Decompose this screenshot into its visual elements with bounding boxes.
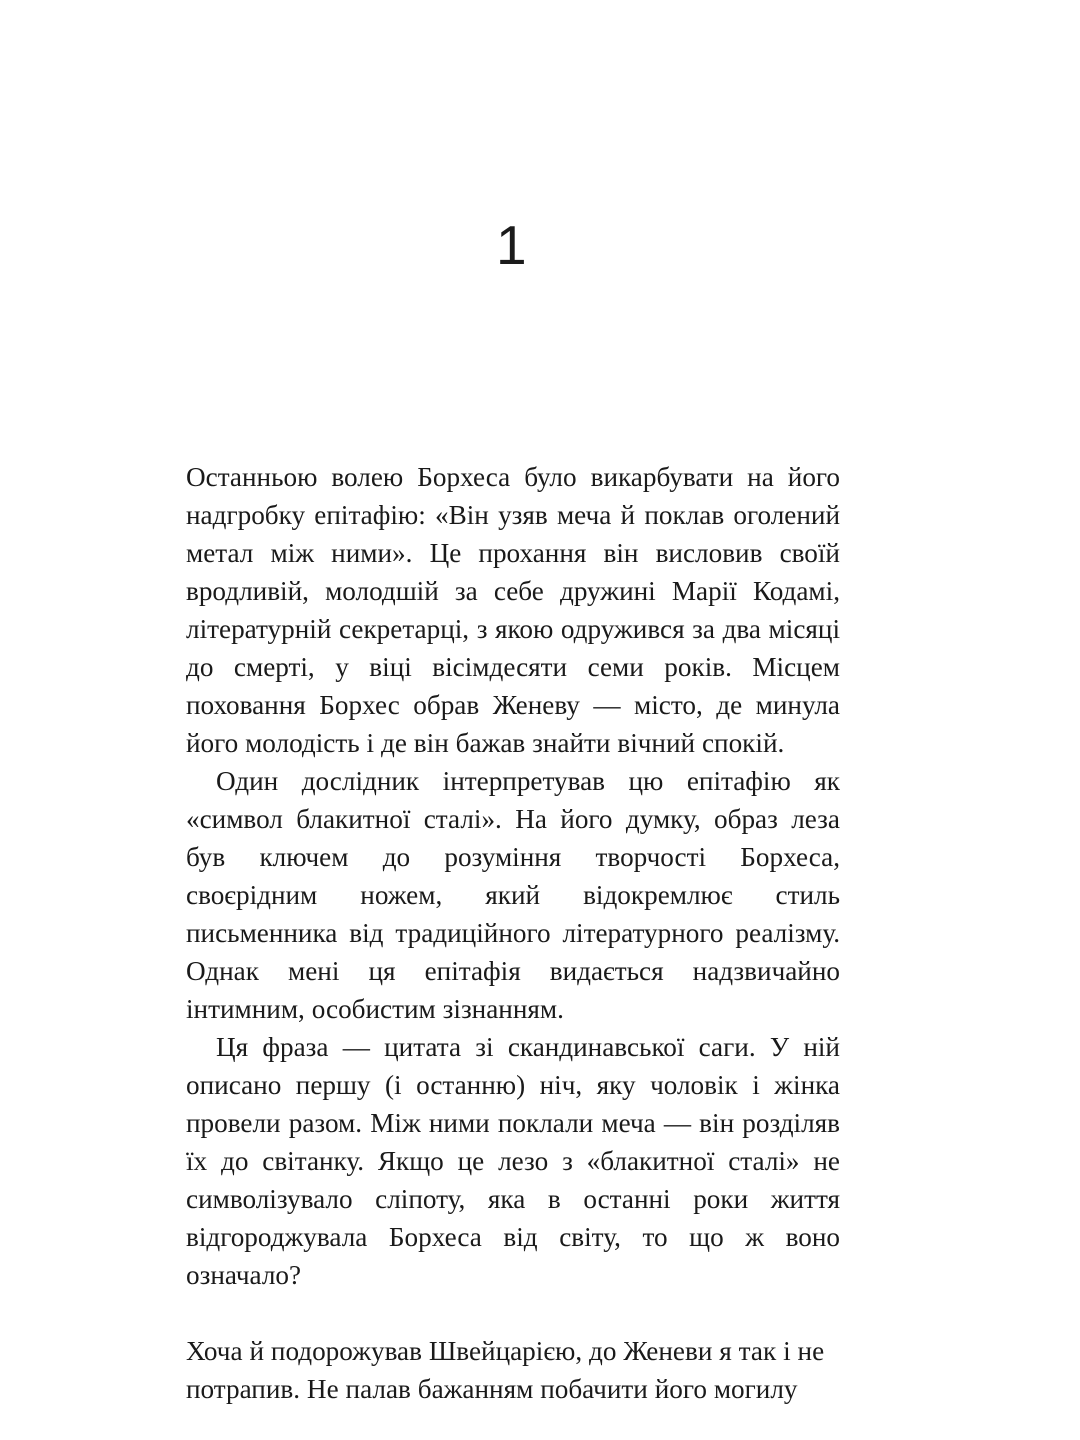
body-text-column <box>186 458 840 1408</box>
paragraph: Хоча й подорожував Швейцарією, до Женеви я так і не потрапив. Не палав бажанням побачити його могилу <box>186 1336 825 1404</box>
paragraph: Ця фраза — цитата зі скандинавської саги. У ній описано першу (і останню) ніч, яку чоловік і жінка провели разом. Між ними поклали меча — він розділяв їх до світанку. Якщо це лезо з «блакитної сталі» не символізувало сліпоту, яка в останні роки життя відгороджувала Борхеса від світу, то що ж воно означало? <box>186 1032 840 1290</box>
chapter-number: 1 <box>495 214 527 276</box>
paragraph: Один дослідник інтерпретував цю епітафію як «символ блакитної сталі». На його думку, образ леза був ключем до розуміння творчості Борхеса, своєрідним ножем, який відокремлює стиль письменника від традиційного літературного реалізму. Однак мені ця епітафія видається надзвичайно інтимним, особистим зізнанням. <box>186 766 840 1024</box>
paragraph: Останньою волею Борхеса було викарбувати на його надгробку епітафію: «Він узяв меча й поклав оголений метал між ними». Це прохання він висловив своїй вродливій, молодшій за себе дружині Марії Кодамі, літературній секретарці, з якою одружився за два місяці до смерті, у віці вісімдесяти семи років. Місцем поховання Борхес обрав Женеву — місто, де минула його молодість і де він бажав знайти вічний спокій. <box>186 462 840 758</box>
